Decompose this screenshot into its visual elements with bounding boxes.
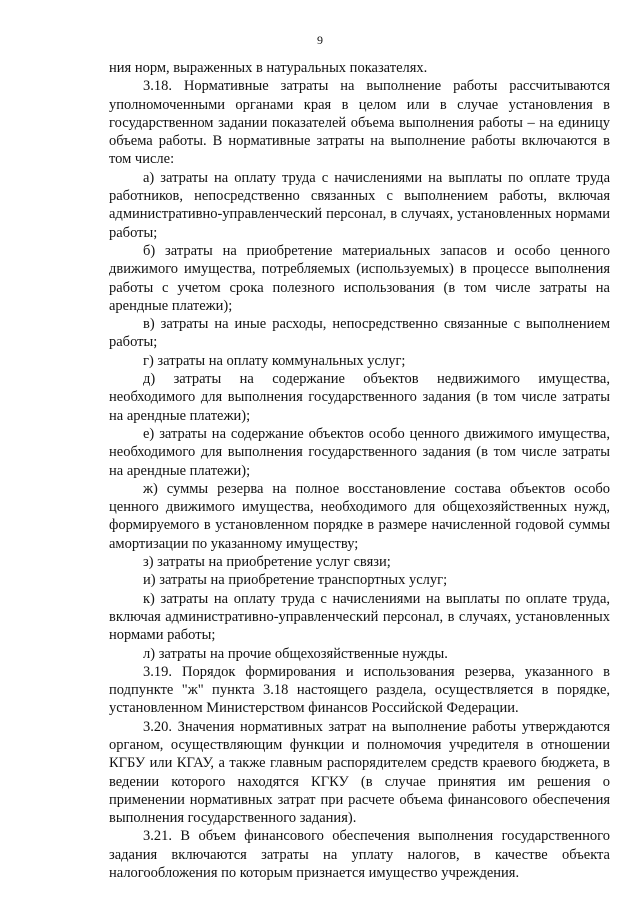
paragraph-item-l: л) затраты на прочие общехозяйственные нужды. (143, 645, 448, 662)
page-number: 9 (317, 33, 323, 47)
paragraph-item-g: г) затраты на оплату коммунальных услуг; (143, 352, 406, 369)
paragraph-item-z: з) затраты на приобретение услуг связи; (143, 554, 391, 571)
document-body (109, 59, 610, 882)
paragraph-item-a: а) затраты на оплату труда с начислениями на выплаты по оплате труда работников, непосредственно связанных с выполнением работы, включая административно-управленческий персонал, в случаях, установленных нормами работы; (109, 169, 610, 241)
paragraph-item-zh: ж) суммы резерва на полное восстановление состава объектов особо ценного движимого имущества, необходимого для общехозяйственных нужд, формируемого в установленном порядке в размере начисленной годовой суммы амортизации по указанному имуществу; (109, 480, 610, 552)
paragraph-item-i: и) затраты на приобретение транспортных услуг; (143, 572, 448, 589)
paragraph-3-20: 3.20. Значения нормативных затрат на выполнение работы утверждаются органом, осуществляющим функции и полномочия учредителя в отношении КГБУ или КГАУ, а также главным распорядителем средств краевого бюджета, в ведении которого находятся КГКУ (в случае принятия им решения о применении нормативных затрат при расчете объема финансового обеспечения выполнения государственного задания). (109, 718, 610, 827)
paragraph-item-e: е) затраты на содержание объектов особо ценного движимого имущества, необходимого для выполнения государственного задания (в том числе затраты на арендные платежи); (109, 425, 610, 479)
paragraph-item-v: в) затраты на иные расходы, непосредственно связанные с выполнением работы; (109, 316, 610, 351)
paragraph-item-d: д) затраты на содержание объектов недвижимого имущества, необходимого для выполнения государственного задания (в том числе затраты на арендные платежи); (109, 371, 610, 424)
paragraph-3-19: 3.19. Порядок формирования и использования резерва, указанного в подпункте "ж" пункта 3.18 настоящего раздела, осуществляется в порядке, установленном Министерством финансов Российской Федерации. (109, 663, 610, 717)
paragraph-3-21: 3.21. В объем финансового обеспечения выполнения государственного задания включаются затраты на уплату налогов, в качестве объекта налогообложения по которым признается имущество учреждения. (109, 828, 610, 882)
paragraph-continuation: ния норм, выраженных в натуральных показателях. (109, 60, 428, 76)
paragraph-3-18: 3.18. Нормативные затраты на выполнение работы рассчитываются уполномоченными органами края в целом или в случае установления в государственном задании показателей объема выполнения работы – на единицу объема работы. В нормативные затраты на выполнение работы включаются в том числе: (109, 78, 610, 168)
paragraph-item-b: б) затраты на приобретение материальных запасов и особо ценного движимого имущества, потребляемых (используемых) в процессе выполнения работы с учетом срока полезного использования (в том числе затраты на арендные платежи); (109, 242, 610, 314)
paragraph-item-k: к) затраты на оплату труда с начислениями на выплаты по оплате труда, включая административно-управленческий персонал, в случаях, установленных нормами работы; (109, 590, 610, 644)
